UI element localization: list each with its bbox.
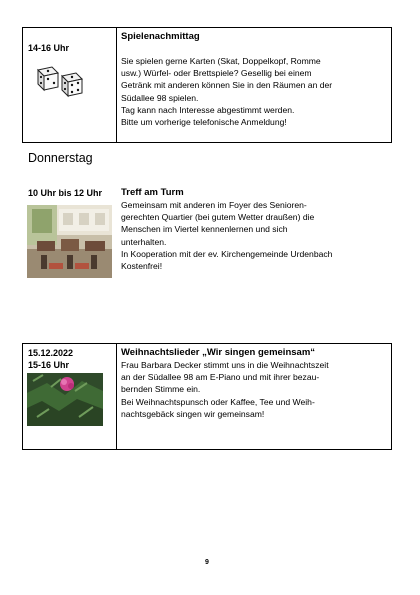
event-time: 10 Uhr bis 12 Uhr (28, 188, 103, 198)
foyer-photo (27, 205, 112, 278)
event-title: Treff am Turm (121, 187, 184, 198)
description-line: Tag kann nach Interesse abgestimmt werden. (121, 104, 295, 115)
description-line: usw.) Würfel- oder Brettspiele? Gesellig bei einem (121, 68, 312, 79)
description-line: Bitte um vorherige telefonische Anmeldung! (121, 117, 287, 128)
event-title: Weihnachtslieder „Wir singen gemeinsam“ (121, 347, 316, 358)
description-line: In Kooperation mit der ev. Kirchengemeinde Urdenbach (121, 248, 333, 259)
column-divider (116, 344, 117, 449)
day-heading: Donnerstag (28, 151, 93, 165)
description-line: Getränk mit anderen können Sie in den Räumen an der (121, 80, 333, 91)
description-line: Gemeinsam mit anderen im Foyer des Senioren- (121, 200, 307, 210)
description-line: an der Südallee 98 am E-Piano und mit ihrer bezau- (121, 372, 320, 383)
christmas-plant-photo (27, 373, 103, 426)
description-line: gerechten Quartier (bei gutem Wetter draußen) die (121, 212, 315, 223)
description-line: Menschen im Viertel kennenlernen und sich (121, 224, 288, 235)
description-line: Frau Barbara Decker stimmt uns in die Weihnachtszeit (121, 360, 329, 370)
event-title: Spielenachmittag (121, 31, 200, 42)
column-divider (116, 28, 117, 142)
page-number: 9 (205, 559, 209, 566)
description-line: Sie spielen gerne Karten (Skat, Doppelkopf, Romme (121, 56, 321, 66)
event-description (121, 55, 389, 128)
event-description (121, 199, 391, 272)
event-date: 15.12.2022 (28, 348, 74, 358)
description-line: bernden Stimme ein. (121, 384, 201, 395)
description-line: unterhalten. (121, 236, 167, 247)
description-line: Südallee 98 spielen. (121, 92, 199, 103)
event-time: 14-16 Uhr (28, 43, 70, 53)
dice-icon (34, 64, 90, 100)
description-line: Kostenfrei! (121, 261, 163, 272)
description-line: nachtsgebäck singen wir gemeinsam! (121, 408, 265, 419)
event-time: 15-16 Uhr (28, 360, 70, 370)
description-line: Bei Weihnachtspunsch oder Kaffee, Tee und Weih- (121, 396, 315, 407)
event-description (121, 359, 389, 420)
